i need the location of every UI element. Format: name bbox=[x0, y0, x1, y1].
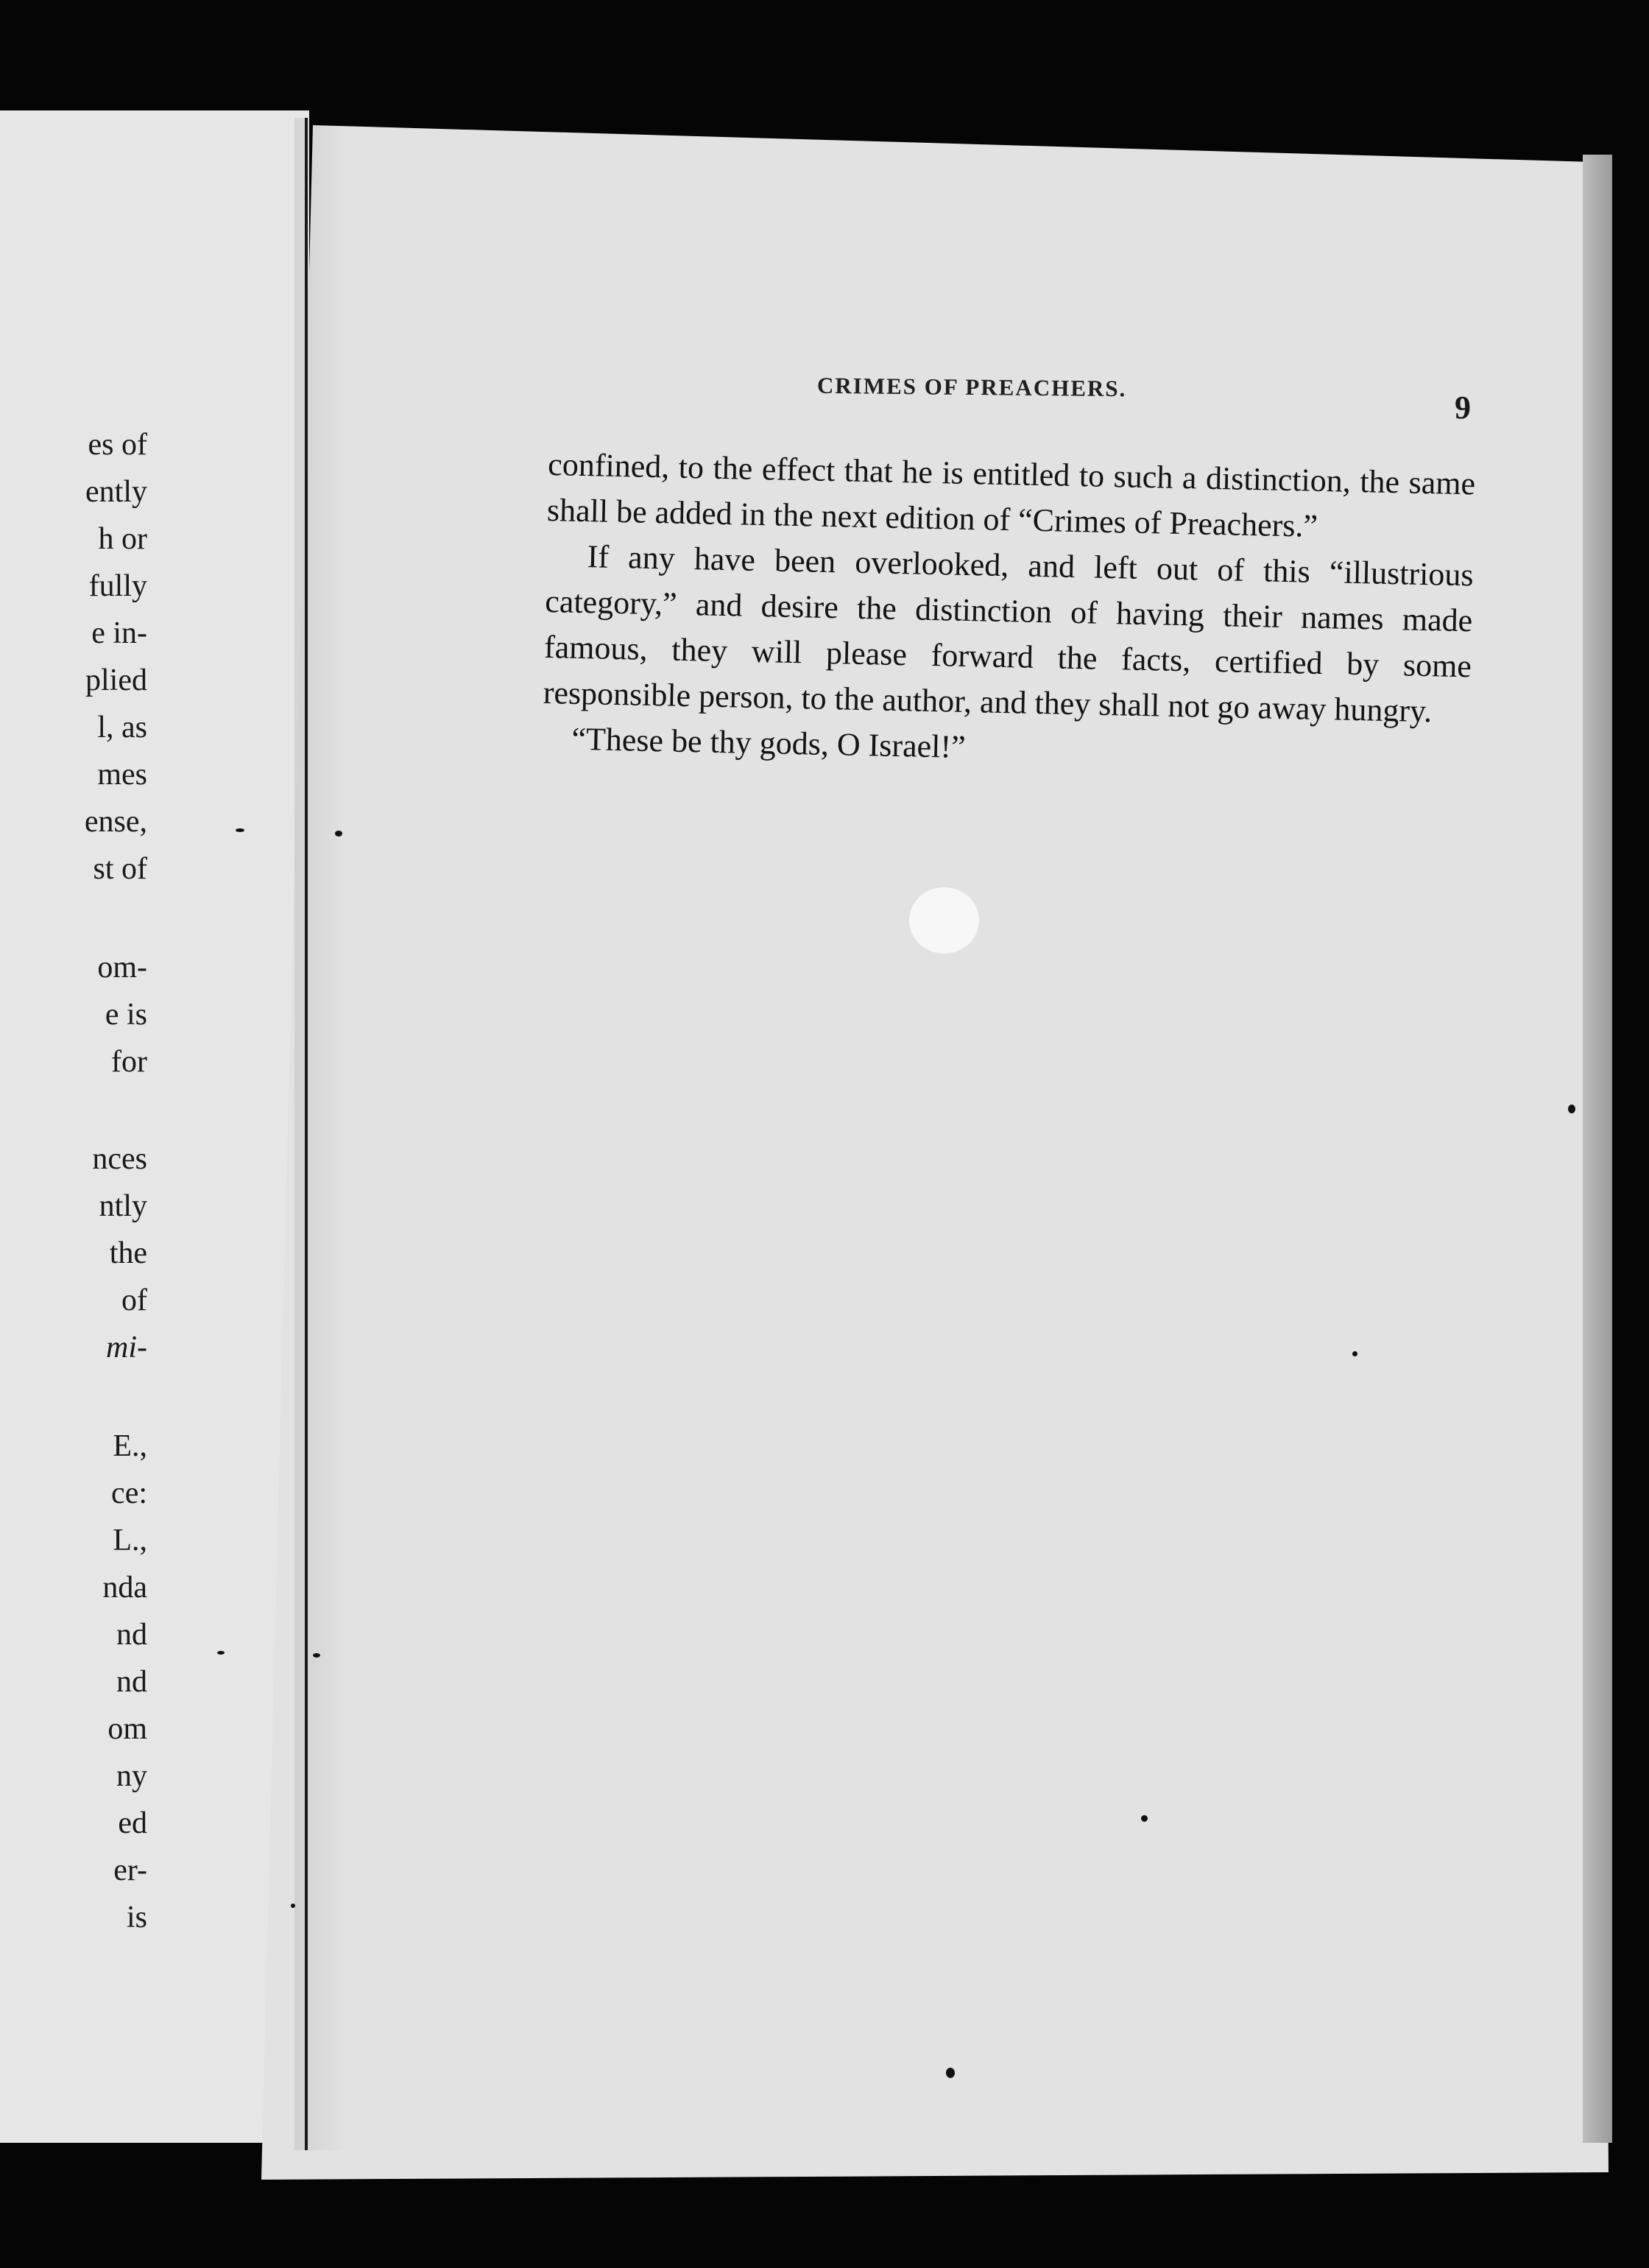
running-head: CRIMES OF PREACHERS. bbox=[816, 372, 1127, 402]
dust-speck bbox=[335, 831, 342, 837]
fragment-line: plied bbox=[85, 663, 147, 697]
right-page bbox=[261, 118, 1609, 2180]
fragment-line: nd bbox=[116, 1618, 147, 1652]
fragment-line: ny bbox=[116, 1759, 147, 1793]
dust-speck bbox=[1352, 1351, 1357, 1356]
gutter-line bbox=[305, 118, 308, 2150]
fragment-line: ntly bbox=[99, 1189, 147, 1223]
fragment-line: for bbox=[111, 1045, 147, 1079]
dust-speck bbox=[946, 2068, 955, 2078]
fragment-line: is bbox=[126, 1901, 147, 1934]
fragment-line: e is bbox=[105, 998, 147, 1032]
body-text bbox=[542, 442, 1476, 781]
fragment-line: h or bbox=[98, 522, 147, 556]
fragment-line: nda bbox=[102, 1571, 147, 1605]
dust-speck bbox=[1568, 1105, 1575, 1113]
fragment-line: fully bbox=[88, 569, 147, 603]
dust-speck bbox=[1141, 1815, 1148, 1822]
left-page bbox=[0, 110, 309, 2143]
fragment-line: es of bbox=[88, 428, 147, 462]
fragment-line: om- bbox=[97, 951, 147, 985]
fragment-line: l, as bbox=[97, 711, 147, 744]
fragment-line: nces bbox=[92, 1142, 147, 1176]
paper-blemish bbox=[909, 887, 979, 954]
fragment-line: of bbox=[121, 1283, 147, 1317]
dust-speck bbox=[236, 828, 244, 832]
fragment-line: ense, bbox=[84, 805, 147, 839]
fragment-line: mes bbox=[97, 758, 147, 792]
paragraph: confined, to the effect that he is entitled to such a distinction, the same shall be added in the next edition of “Crimes of Preachers.” bbox=[546, 446, 1476, 544]
fragment-line: L., bbox=[113, 1524, 147, 1557]
fragment-line: ce: bbox=[111, 1476, 147, 1510]
fragment-line: ed bbox=[118, 1806, 147, 1840]
fragment-line: ently bbox=[85, 475, 147, 509]
fragment-line: nd bbox=[116, 1665, 147, 1699]
fragment-line: mi- bbox=[106, 1331, 147, 1364]
fragment-line: er- bbox=[113, 1853, 147, 1887]
page-edge-shadow bbox=[1583, 155, 1612, 2143]
dust-speck bbox=[291, 1904, 295, 1908]
gutter-shadow bbox=[294, 118, 346, 2150]
fragment-line: e in- bbox=[91, 616, 147, 650]
paragraph: If any have been overlooked, and left out of this “illustrious category,” and desire the distinction of having their names made famous, they will please forward the facts, certified by some responsible person, to the author, and they shall not go away hungry. bbox=[543, 538, 1475, 730]
fragment-line: om bbox=[107, 1712, 147, 1746]
fragment-line: st of bbox=[93, 852, 147, 886]
fragment-line: the bbox=[109, 1236, 147, 1270]
fragment-line: E., bbox=[113, 1429, 147, 1463]
dust-speck bbox=[313, 1653, 320, 1658]
page-number: 9 bbox=[1455, 390, 1471, 426]
dust-speck bbox=[217, 1651, 225, 1655]
closing-quote: “These be thy gods, O Israel!” bbox=[571, 720, 967, 765]
